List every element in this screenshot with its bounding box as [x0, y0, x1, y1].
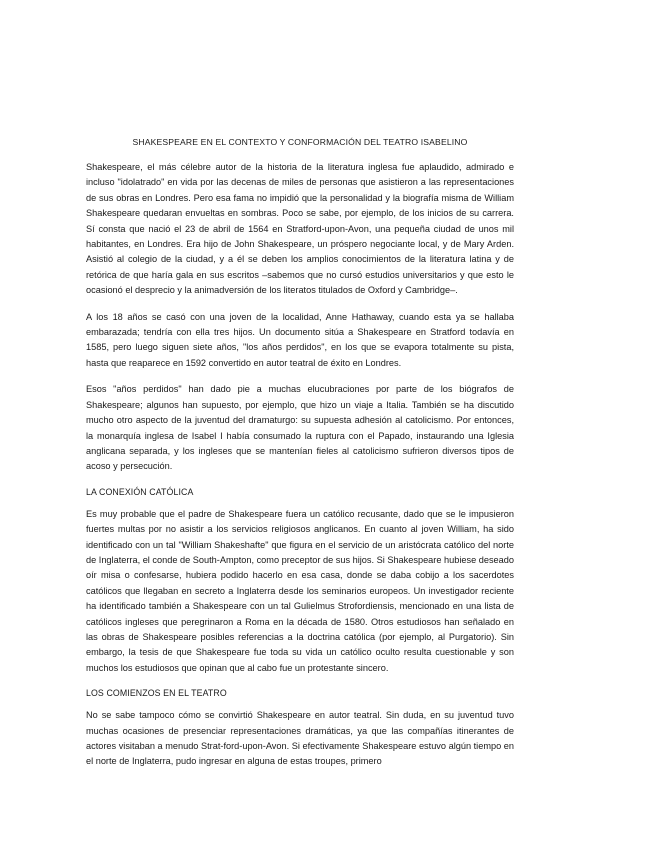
intro-paragraph-3: Esos "años perdidos" han dado pie a muchas elucubraciones por parte de los biógrafos de Shakespeare; algunos han supuesto, por ejemplo, que hizo un viaje a Italia. También se ha discutido mucho otro aspecto de la juventud del dramaturgo: su supuesta adhesión al catolicismo. Por entonces, la monarquía inglesa de Isabel I había consumado la ruptura con el Papado, instaurando una Iglesia anglicana separada, y los ingleses que se mantenían fieles al catolicismo sufrieron diversos tipos de acoso y persecución.: [86, 384, 514, 472]
section-heading-beginnings: LOS COMIENZOS EN EL TEATRO: [86, 688, 227, 699]
beginnings-paragraph: No se sabe tampoco cómo se convirtió Shakespeare en autor teatral. Sin duda, en su juventud tuvo muchas ocasiones de presenciar representaciones dramáticas, ya que las compañías itinerantes de actores visitaban a menudo Strat-ford-upon-Avon. Si efectivamente Shakespeare estuvo algún tiempo en el norte de Inglaterra, pudo ingresar en alguna de estas troupes, primero: [86, 710, 514, 767]
section-heading-catholic: LA CONEXIÓN CATÓLICA: [86, 486, 194, 497]
intro-paragraph-1: Shakespeare, el más célebre autor de la historia de la literatura inglesa fue aplaudido, admirado e incluso "idolatrado" en vida por las decenas de miles de personas que asistieron a las representaciones de sus obras en Londres. Pero esa fama no impidió que la personalidad y la biografía misma de William Shakespeare quedaran envueltas en sombras. Poco se sabe, por ejemplo, de los inicios de su carrera. Sí consta que nació el 23 de abril de 1564 en Stratford-upon-Avon, una pequeña ciudad de unos mil habitantes, en Londres. Era hijo de John Shakespeare, un próspero negociante local, y de Mary Arden. Asistió al colegio de la ciudad, y a él se deben los amplios conocimientos de la literatura latina y de retórica de que haría gala en sus escritos –sabemos que no cursó estudios universitarios y que esto le ocasionó el desprecio y la animadversión de los literatos titulados de Oxford y Cambridge–.: [86, 162, 514, 296]
intro-paragraph-2: A los 18 años se casó con una joven de la localidad, Anne Hathaway, cuando esta ya se hallaba embarazada; tendría con ella tres hijos. Un documento sitúa a Shakespeare en Stratford todavía en 1585, pero luego siguen siete años, "los años perdidos", en los que se evapora totalmente su pista, hasta que reaparece en 1592 convertido en autor teatral de éxito en Londres.: [86, 311, 514, 368]
catholic-paragraph: Es muy probable que el padre de Shakespeare fuera un católico recusante, dado que se le impusieron fuertes multas por no asistir a los servicios religiosos anglicanos. En cuanto al joven William, ha sido identificado con un tal "William Shakeshafte" que figura en el servicio de un aristócrata católico del norte de Inglaterra, el conde de South-Ampton, como preceptor de sus hijos. Si Shakespeare hubiese deseado oír misa o confesarse, hubiera podido hacerlo en esa casa, donde se daba cobijo a los sacerdotes católicos que llegaban en secreto a Inglaterra desde los seminarios europeos. Un investigador reciente ha identificado también a Shakespeare con un tal Gulielmus Strofordiensis, mencionado en una lista de católicos ingleses que peregrinaron a Roma en la década de 1580. Otros estudiosos han señalado en las obras de Shakespeare posibles referencias a la doctrina católica (por ejemplo, al Purgatorio). Sin embargo, la tesis de que Shakespeare fue toda su vida un católico oculto resulta cuestionable y son muchos los estudiosos que opinan que al cabo fue un protestante sincero.: [86, 508, 514, 673]
document-body: [86, 137, 514, 781]
document-title: SHAKESPEARE EN EL CONTEXTO Y CONFORMACIÓN DEL TEATRO ISABELINO: [132, 137, 468, 147]
